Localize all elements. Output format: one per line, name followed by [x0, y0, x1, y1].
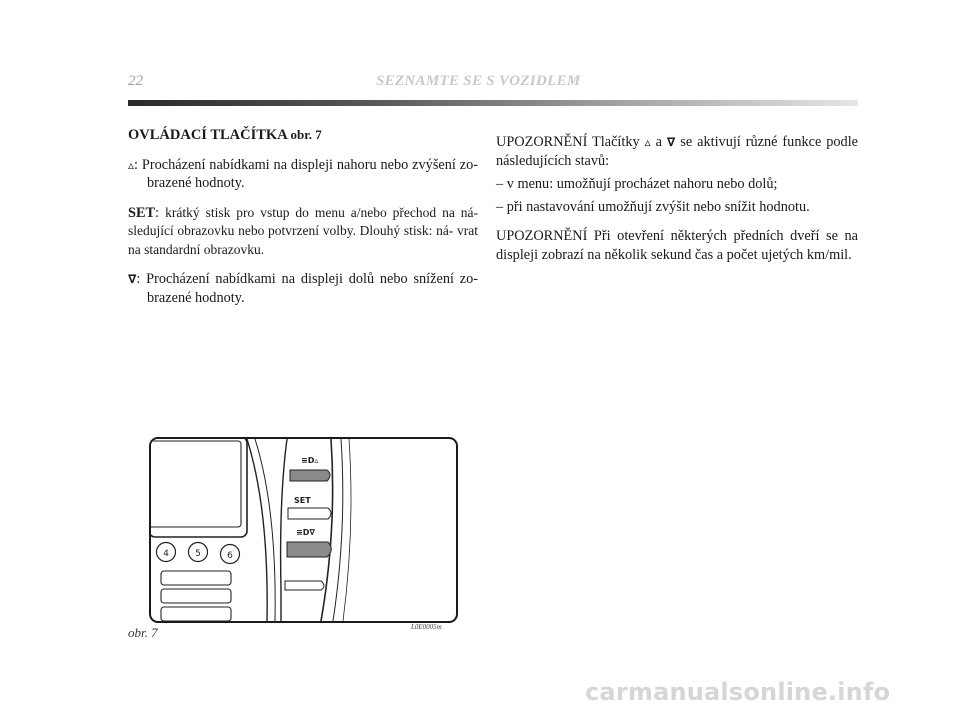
up-arrow-icon: ▵	[128, 157, 135, 172]
item-down-text: Procházení nabídkami na displeji dolů nebo snížení zo- brazené hodnoty.	[146, 271, 478, 306]
up-arrow-icon: ▵	[644, 135, 651, 149]
note-doors	[496, 227, 858, 264]
item-down	[128, 270, 478, 307]
bullet-setting: – při nastavování umožňují zvýšit nebo snížit hodnotu.	[496, 198, 810, 215]
controls-heading-text: OVLÁDACÍ TLAČÍTKA	[128, 127, 287, 143]
lower-slot-1	[161, 571, 231, 585]
display-outline	[151, 439, 247, 537]
item-set-text: krátký stisk pro vstup do menu a/nebo přechod na ná- sledující obrazovku nebo potvrzení volby. Dlouhý stisk: ná- vrat na standardní obrazovku.	[128, 204, 478, 257]
down-button	[287, 542, 331, 557]
controls-heading	[128, 126, 478, 145]
page-number: 22	[128, 73, 143, 89]
item-up	[128, 156, 478, 193]
note-buttons-after: se aktivují různé funkce podle následujících stavů:	[496, 134, 859, 169]
trim-line-2	[343, 439, 351, 621]
note-buttons-label: UPOZORNĚNÍ	[496, 134, 588, 150]
item-up-separator: :	[134, 156, 139, 173]
header-rule	[128, 100, 858, 106]
note-doors-text: Při otevření některých předních dveří se na displeji zobrazí na několik sekund čas a počet ujetých km/mil.	[496, 228, 859, 263]
button-panel-left	[281, 439, 287, 621]
set-button-label: SET	[294, 496, 311, 505]
preset-label-4: 4	[163, 549, 169, 559]
section-title: SEZNAMTE SE S VOZIDLEM	[376, 73, 581, 89]
down-button-label: ≡D∇	[296, 528, 315, 537]
console-edge	[247, 439, 267, 621]
dashboard-illustration	[151, 439, 456, 621]
watermark: carmanualsonline.info	[585, 678, 891, 706]
up-button	[290, 470, 330, 481]
lower-slot-3	[161, 607, 231, 621]
item-up-text: Procházení nabídkami na displeji nahoru nebo zvýšení zo- brazené hodnoty.	[141, 156, 478, 191]
item-set-separator: :	[155, 204, 160, 221]
preset-label-6: 6	[227, 551, 233, 561]
up-button-label: ≡D▵	[301, 456, 319, 465]
right-column	[496, 133, 858, 275]
item-set	[128, 204, 478, 260]
button-panel-right	[321, 439, 333, 621]
lower-slot-2	[161, 589, 231, 603]
set-symbol: SET	[128, 204, 156, 221]
note-buttons-before: Tlačítky	[592, 134, 640, 150]
item-down-separator: :	[136, 271, 141, 287]
down-arrow-icon: ∇	[128, 272, 137, 286]
lower-control	[285, 581, 324, 590]
set-button	[288, 508, 331, 519]
trim-line-1	[333, 439, 343, 621]
figure-caption: obr. 7	[128, 625, 158, 640]
note-buttons	[496, 133, 858, 170]
bullet-menu: – v menu: umožňují procházet nahoru nebo dolů;	[496, 176, 778, 192]
figure-code: L0E0005m	[411, 623, 442, 631]
note-buttons-conj: a	[655, 134, 662, 150]
note-doors-label: UPOZORNĚNÍ	[496, 228, 588, 244]
left-column	[128, 126, 478, 318]
console-edge-inner	[255, 439, 275, 621]
down-arrow-icon: ∇	[666, 135, 676, 149]
controls-heading-ref: obr. 7	[290, 127, 322, 142]
preset-label-5: 5	[195, 549, 201, 559]
dashboard-figure	[149, 437, 458, 623]
